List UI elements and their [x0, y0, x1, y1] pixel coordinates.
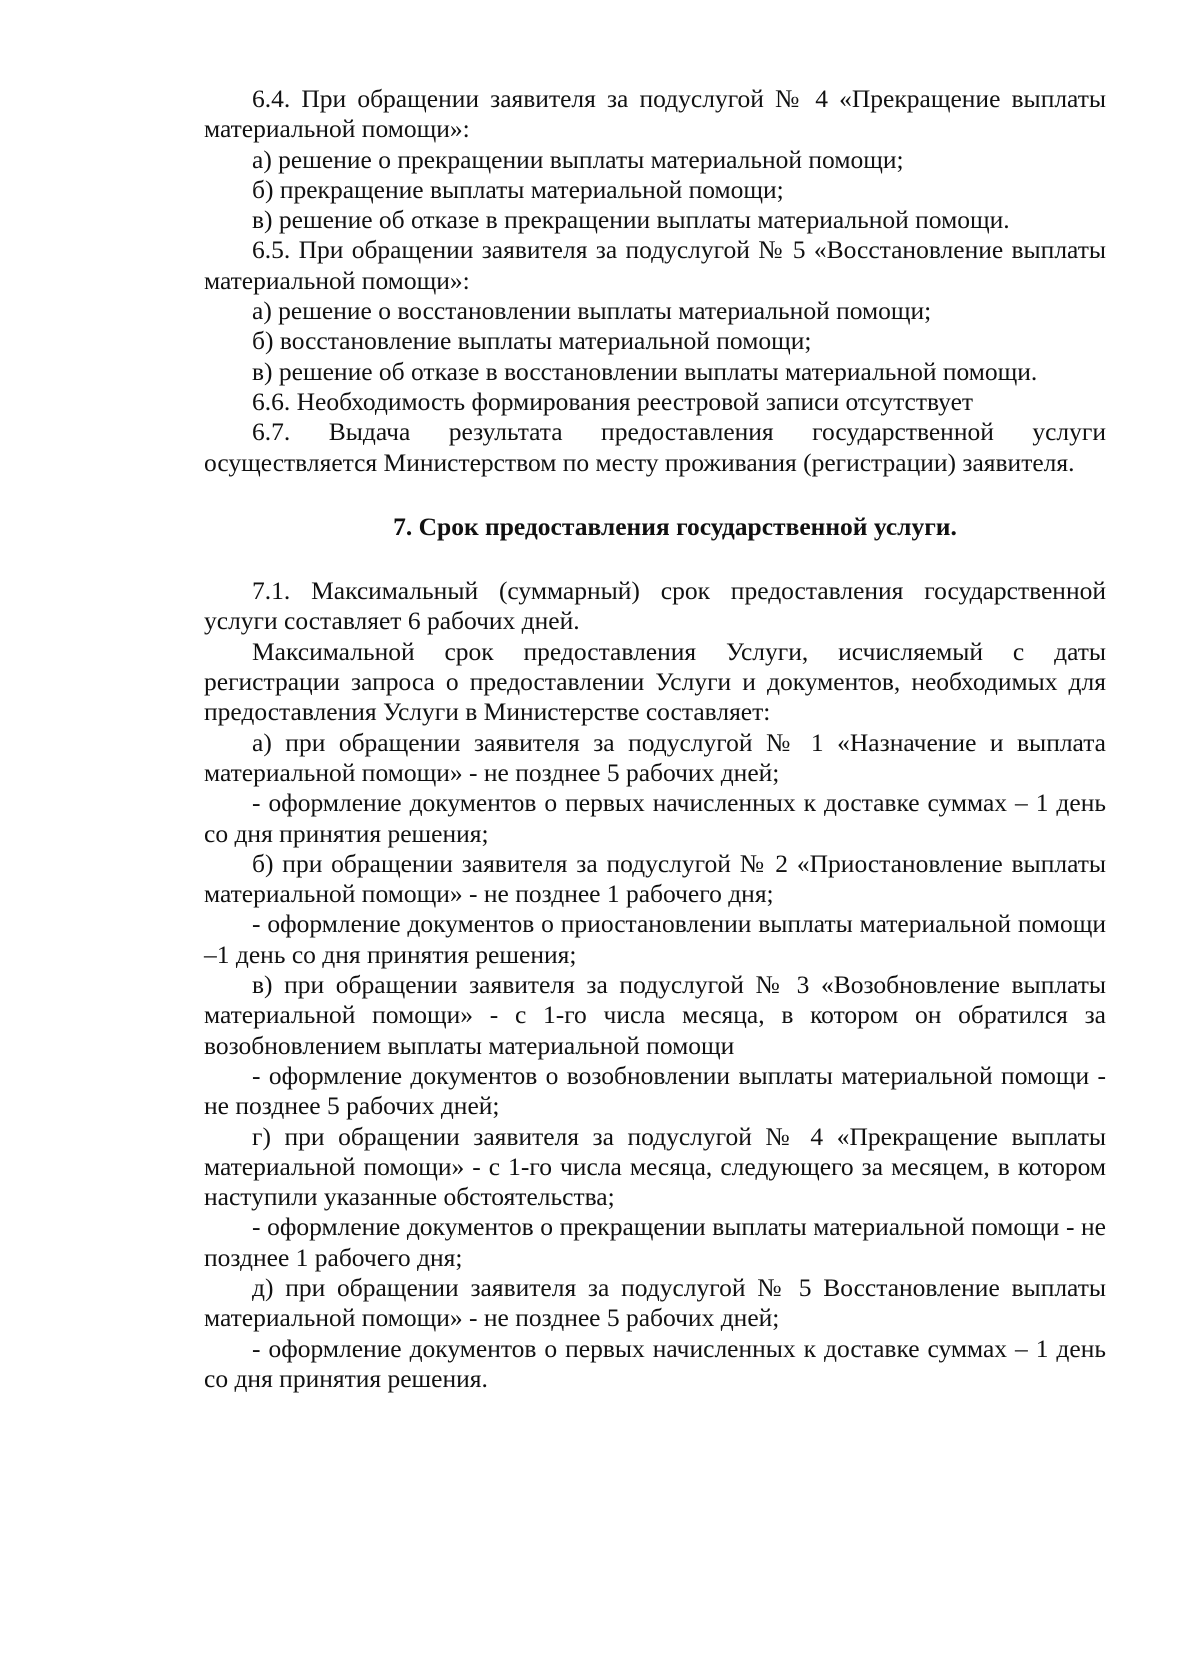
- paragraph-7-1: 7.1. Максимальный (суммарный) срок предоставления государственной услуги составляет 6 рабочих дней.: [204, 576, 1106, 636]
- spacer: [204, 478, 1106, 512]
- paragraph-7-intro: Максимальной срок предоставления Услуги, исчисляемый с даты регистрации запроса о предоставлении Услуги и документов, необходимых для предоставления Услуги в Министерстве составляет:: [204, 636, 1106, 727]
- paragraph-7-d-dash: - оформление документов о первых начисленных к доставке суммах – 1 день со дня принятия решения.: [204, 1333, 1106, 1393]
- paragraph-6-4: 6.4. При обращении заявителя за подуслугой № 4 «Прекращение выплаты материальной помощи»:: [204, 84, 1106, 144]
- paragraph-7-b-dash: - оформление документов о приостановлении выплаты материальной помощи –1 день со дня принятия решения;: [204, 909, 1106, 969]
- paragraph-6-5-a: а) решение о восстановлении выплаты материальной помощи;: [252, 296, 932, 326]
- paragraph-6-4-b: б) прекращение выплаты материальной помощи;: [252, 174, 784, 204]
- spacer: [204, 542, 1106, 576]
- document-page: [204, 84, 1106, 1394]
- paragraph-6-7: 6.7. Выдача результата предоставления государственной услуги осуществляется Министерством по месту проживания (регистрации) заявителя.: [204, 417, 1106, 477]
- paragraph-6-5-v: в) решение об отказе в восстановлении выплаты материальной помощи.: [252, 356, 1038, 386]
- paragraph-6-4-v: в) решение об отказе в прекращении выплаты материальной помощи.: [252, 205, 1010, 235]
- section-7-heading: 7. Срок предоставления государственной услуги.: [393, 511, 957, 541]
- paragraph-6-6: 6.6. Необходимость формирования реестровой записи отсутствует: [252, 386, 974, 416]
- paragraph-6-4-a: а) решение о прекращении выплаты материальной помощи;: [252, 144, 904, 174]
- paragraph-7-a: а) при обращении заявителя за подуслугой № 1 «Назначение и выплата материальной помощи» - не позднее 5 рабочих дней;: [204, 727, 1106, 787]
- paragraph-7-a-dash: - оформление документов о первых начисленных к доставке суммах – 1 день со дня принятия решения;: [204, 788, 1106, 848]
- paragraph-6-5-b: б) восстановление выплаты материальной помощи;: [252, 326, 812, 356]
- paragraph-7-v-dash: - оформление документов о возобновлении выплаты материальной помощи - не позднее 5 рабочих дней;: [204, 1060, 1106, 1121]
- paragraph-7-v: в) при обращении заявителя за подуслугой № 3 «Возобновление выплаты материальной помощи» - с 1-го числа месяца, в котором он обратился за возобновлением выплаты материальной помощи: [204, 970, 1106, 1060]
- paragraph-7-d: д) при обращении заявителя за подуслугой № 5 Восстановление выплаты материальной помощи» - не позднее 5 рабочих дней;: [204, 1272, 1106, 1333]
- paragraph-7-g-dash: - оформление документов о прекращении выплаты материальной помощи - не позднее 1 рабочего дня;: [204, 1212, 1106, 1272]
- paragraph-7-g: г) при обращении заявителя за подуслугой № 4 «Прекращение выплаты материальной помощи» - с 1-го числа месяца, следующего за месяцем, в котором наступили указанные обстоятельства;: [204, 1121, 1106, 1212]
- paragraph-6-5: 6.5. При обращении заявителя за подуслугой № 5 «Восстановление выплаты материальной помощи»:: [204, 235, 1106, 295]
- paragraph-7-b: б) при обращении заявителя за подуслугой № 2 «Приостановление выплаты материальной помощи» - не позднее 1 рабочего дня;: [204, 848, 1106, 909]
